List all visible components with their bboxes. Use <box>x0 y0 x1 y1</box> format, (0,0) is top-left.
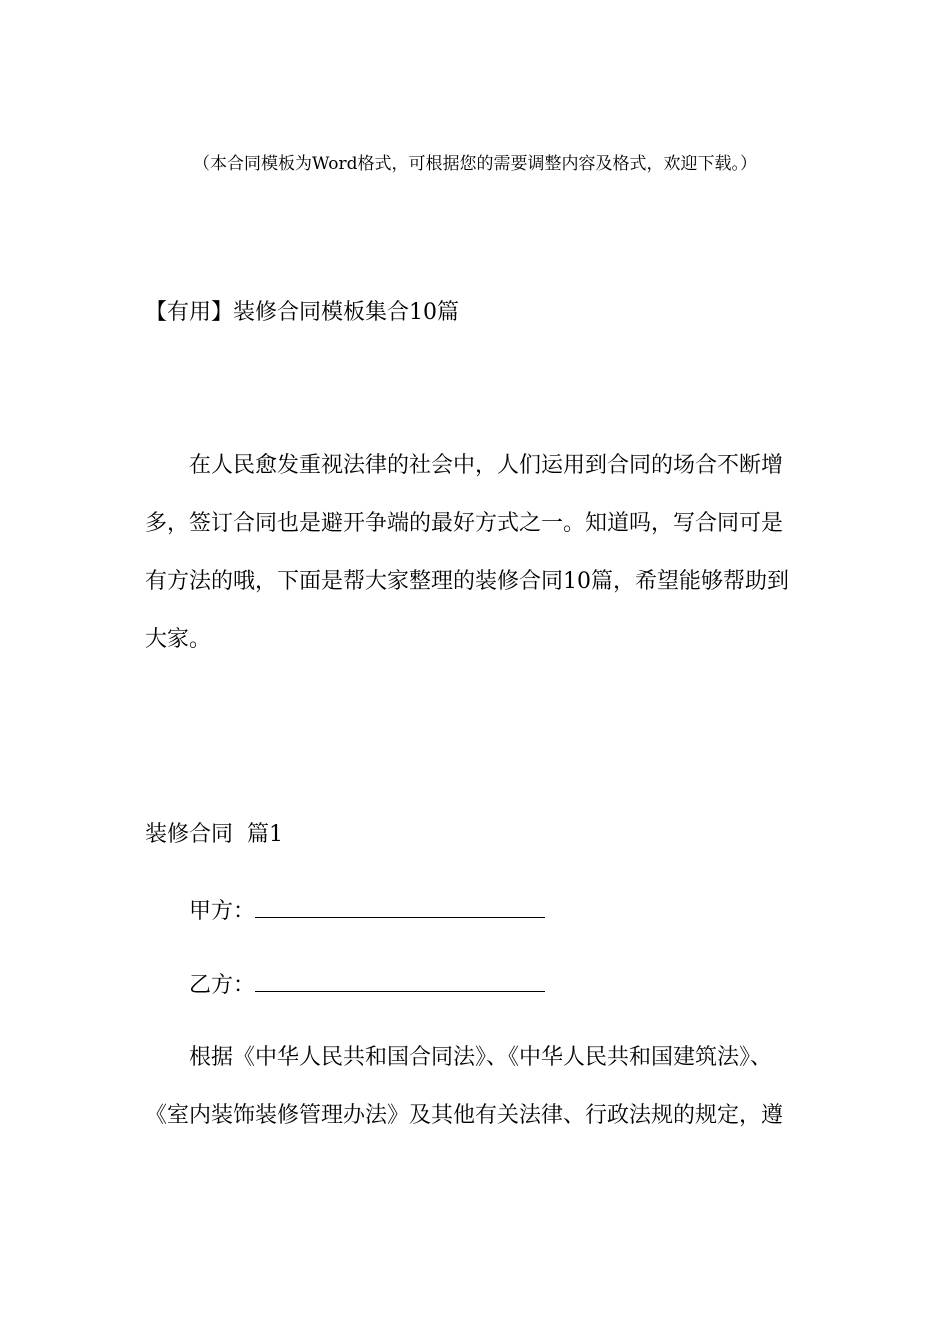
legal-basis-line: 根据《中华人民共和国合同法》、《中华人民共和国建筑法》、 <box>189 1045 773 1070</box>
intro-paragraph <box>145 437 825 669</box>
intro-line: 有方法的哦，下面是帮大家整理的装修合同10篇，希望能够帮助到 <box>145 569 789 594</box>
intro-line: 在人民愈发重视法律的社会中，人们运用到合同的场合不断增 <box>189 453 784 478</box>
document-title: 【有用】装修合同模板集合10篇 <box>145 300 459 325</box>
party-a-row <box>189 896 545 928</box>
party-b-row <box>189 970 545 1002</box>
section-heading: 装修合同 篇1 <box>145 822 283 847</box>
intro-line: 多，签订合同也是避开争端的最好方式之一。知道吗，写合同可是 <box>145 511 784 536</box>
party-b-blank-line <box>255 971 545 992</box>
party-a-blank-line <box>255 897 545 918</box>
template-note: （本合同模板为Word格式，可根据您的需要调整内容及格式，欢迎下载。） <box>192 154 758 174</box>
intro-line: 大家。 <box>145 627 212 652</box>
legal-basis-line: 《室内装饰装修管理办法》及其他有关法律、行政法规的规定，遵 <box>145 1103 784 1128</box>
party-a-label: 甲方： <box>189 899 256 924</box>
legal-basis-paragraph <box>145 1029 825 1145</box>
party-b-label: 乙方： <box>189 973 256 998</box>
